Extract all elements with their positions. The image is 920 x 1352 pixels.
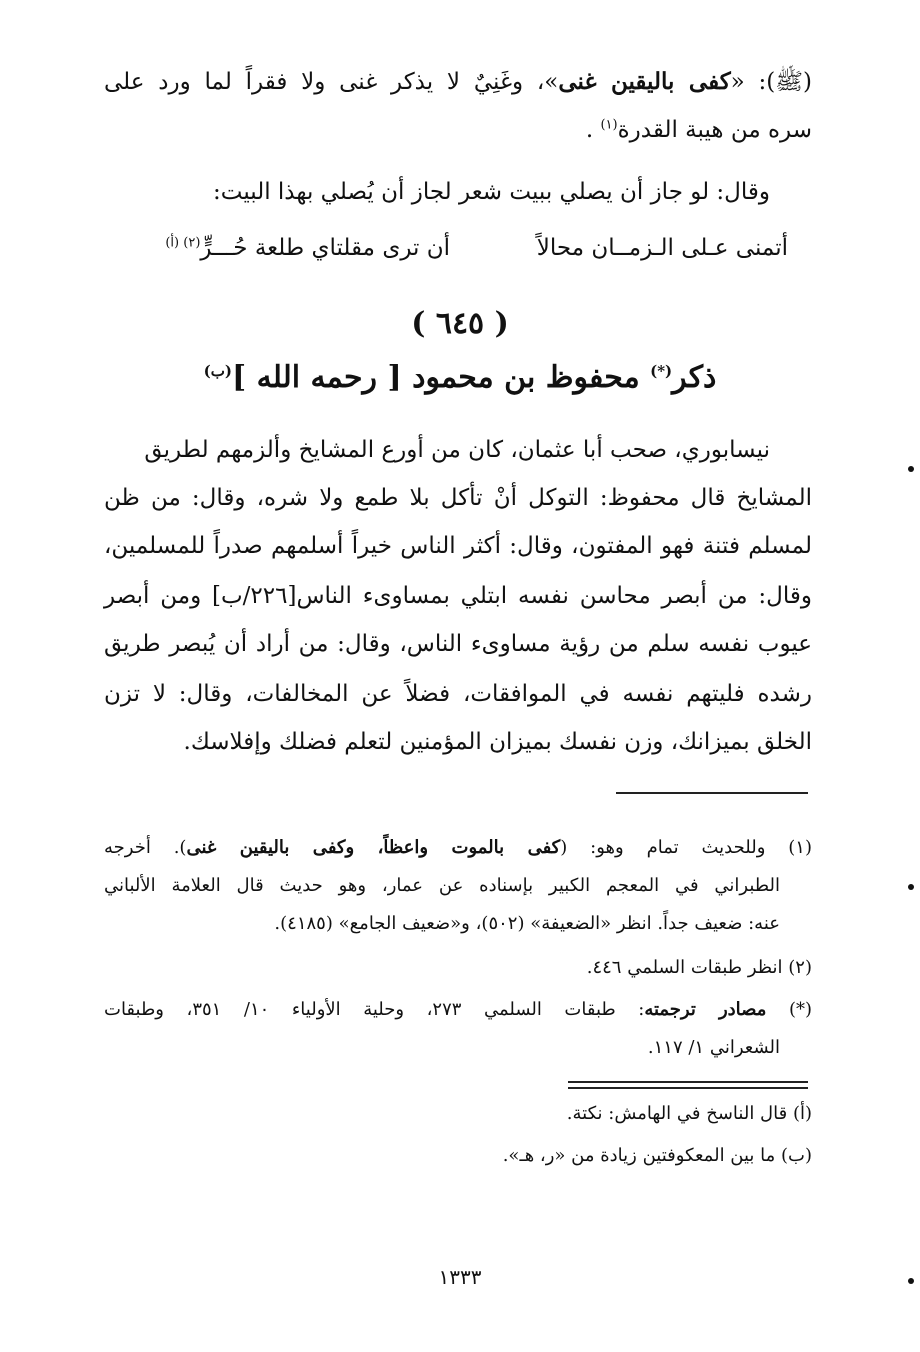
footnote-1-line-3: عنه: ضعيف جداً. انظر «الضعيفة» (٥٠٢)، و«ضعيف الجامع» (٤١٨٥). xyxy=(274,913,780,934)
verse-hemistich-second xyxy=(165,232,450,264)
entry-title xyxy=(0,360,920,395)
verse-footnote-refs: (٢) (أ) xyxy=(165,235,201,251)
footnote-separator xyxy=(616,792,808,794)
entry-title-main: محفوظ بن محمود [ رحمه الله ] xyxy=(231,360,651,395)
verse-hemistich-first: أتمنى عـلى الـزمــان محالاً xyxy=(536,235,788,261)
footnote-1-pre: (١) وللحديث تمام وهو: ( xyxy=(560,837,812,858)
footnote-1-line-2: الطبراني في المعجم الكبير بإسناده عن عمار، وهو حديث قال العلامة الألباني xyxy=(104,875,780,896)
top-line-3: وقال: لو جاز أن يصلي ببيت شعر لجاز أن يُصلي بهذا البيت: xyxy=(212,179,770,205)
body-line-1: نيسابوري، صحب أبا عثمان، كان من أورع المشايخ وألزمهم لطريق xyxy=(144,437,770,463)
entry-title-note: (ب) xyxy=(203,362,232,380)
body-line-7: الخلق بميزانك، وزن نفسك بميزان المؤمنين لتعلم فضلك وإفلاسك. xyxy=(183,729,812,755)
verse-second-text: أن ترى مقلتاي طلعة حُـــرٍّ xyxy=(200,235,450,261)
footnote-ref-1: (١) xyxy=(600,117,618,133)
footnote-star-post: : طبقات السلمي ٢٧٣، وحلية الأولياء ١٠/ ٣٥١، وطبقات xyxy=(104,999,645,1020)
top-line-2-text: سره من هيبة القدرة xyxy=(617,117,812,143)
entry-title-pre: ذكر xyxy=(672,360,717,395)
footnote-star-label: مصادر ترجمته xyxy=(644,999,767,1020)
footnote-star-line-2: الشعراني ١/ ١١٧. xyxy=(647,1037,780,1058)
page-number: ١٣٣٣ xyxy=(438,1265,482,1289)
scan-mark xyxy=(908,466,914,472)
top-line-1-pre: (ﷺ): « xyxy=(730,69,812,95)
body-line-4: وقال: من أبصر محاسن نفسه ابتلي بمساوىء الناس[٢٢٦/ب] ومن أبصر xyxy=(104,583,813,609)
scan-mark xyxy=(908,1278,914,1284)
body-line-3: لمسلم فتنة فهو المفتون، وقال: أكثر الناس خيراً أسلمهم صدراً للمسلمين، xyxy=(104,533,812,559)
footnote-star-pre: (*) xyxy=(766,999,812,1020)
footnote-star-line-1 xyxy=(104,996,812,1024)
footnote-2: (٢) انظر طبقات السلمي ٤٤٦. xyxy=(586,957,812,978)
body-line-6: رشده فليتهم نفسه في الموافقات، فضلاً عن المخالفات، وقال: لا تزن xyxy=(104,681,812,707)
entry-title-star: (*) xyxy=(650,362,673,380)
hadith-quote: كفى باليقين غنى xyxy=(558,68,731,95)
margin-note-a: (أ) قال الناسخ في الهامش: نكتة. xyxy=(566,1103,812,1124)
top-line-2 xyxy=(104,114,812,146)
body-line-5: عيوب نفسه سلم من رؤية مساوىء الناس، وقال: من أراد أن يُبصر طريق xyxy=(104,631,812,657)
margin-notes-separator-bottom xyxy=(568,1087,808,1089)
top-line-1-post: »، وغَنِيٌ لا يذكر غنى ولا فقراً لما ورد على xyxy=(104,69,559,95)
top-line-1 xyxy=(104,66,812,98)
entry-number: ( ٦٤٥ ) xyxy=(411,306,509,341)
footnote-1-hadith: كفى بالموت واعظاً، وكفى باليقين غنى xyxy=(186,837,561,858)
footnote-1-line-1 xyxy=(104,834,812,862)
top-line-2-end: . xyxy=(585,117,601,143)
margin-note-b: (ب) ما بين المعكوفتين زيادة من «ر، هـ». xyxy=(502,1145,812,1166)
footnote-1-post: ). أخرجه xyxy=(104,837,187,858)
scan-mark xyxy=(908,884,914,890)
margin-notes-separator-top xyxy=(568,1081,808,1083)
body-line-2: المشايخ قال محفوظ: التوكل أنْ تأكل بلا طمع ولا شره، وقال: من ظن xyxy=(104,485,812,511)
